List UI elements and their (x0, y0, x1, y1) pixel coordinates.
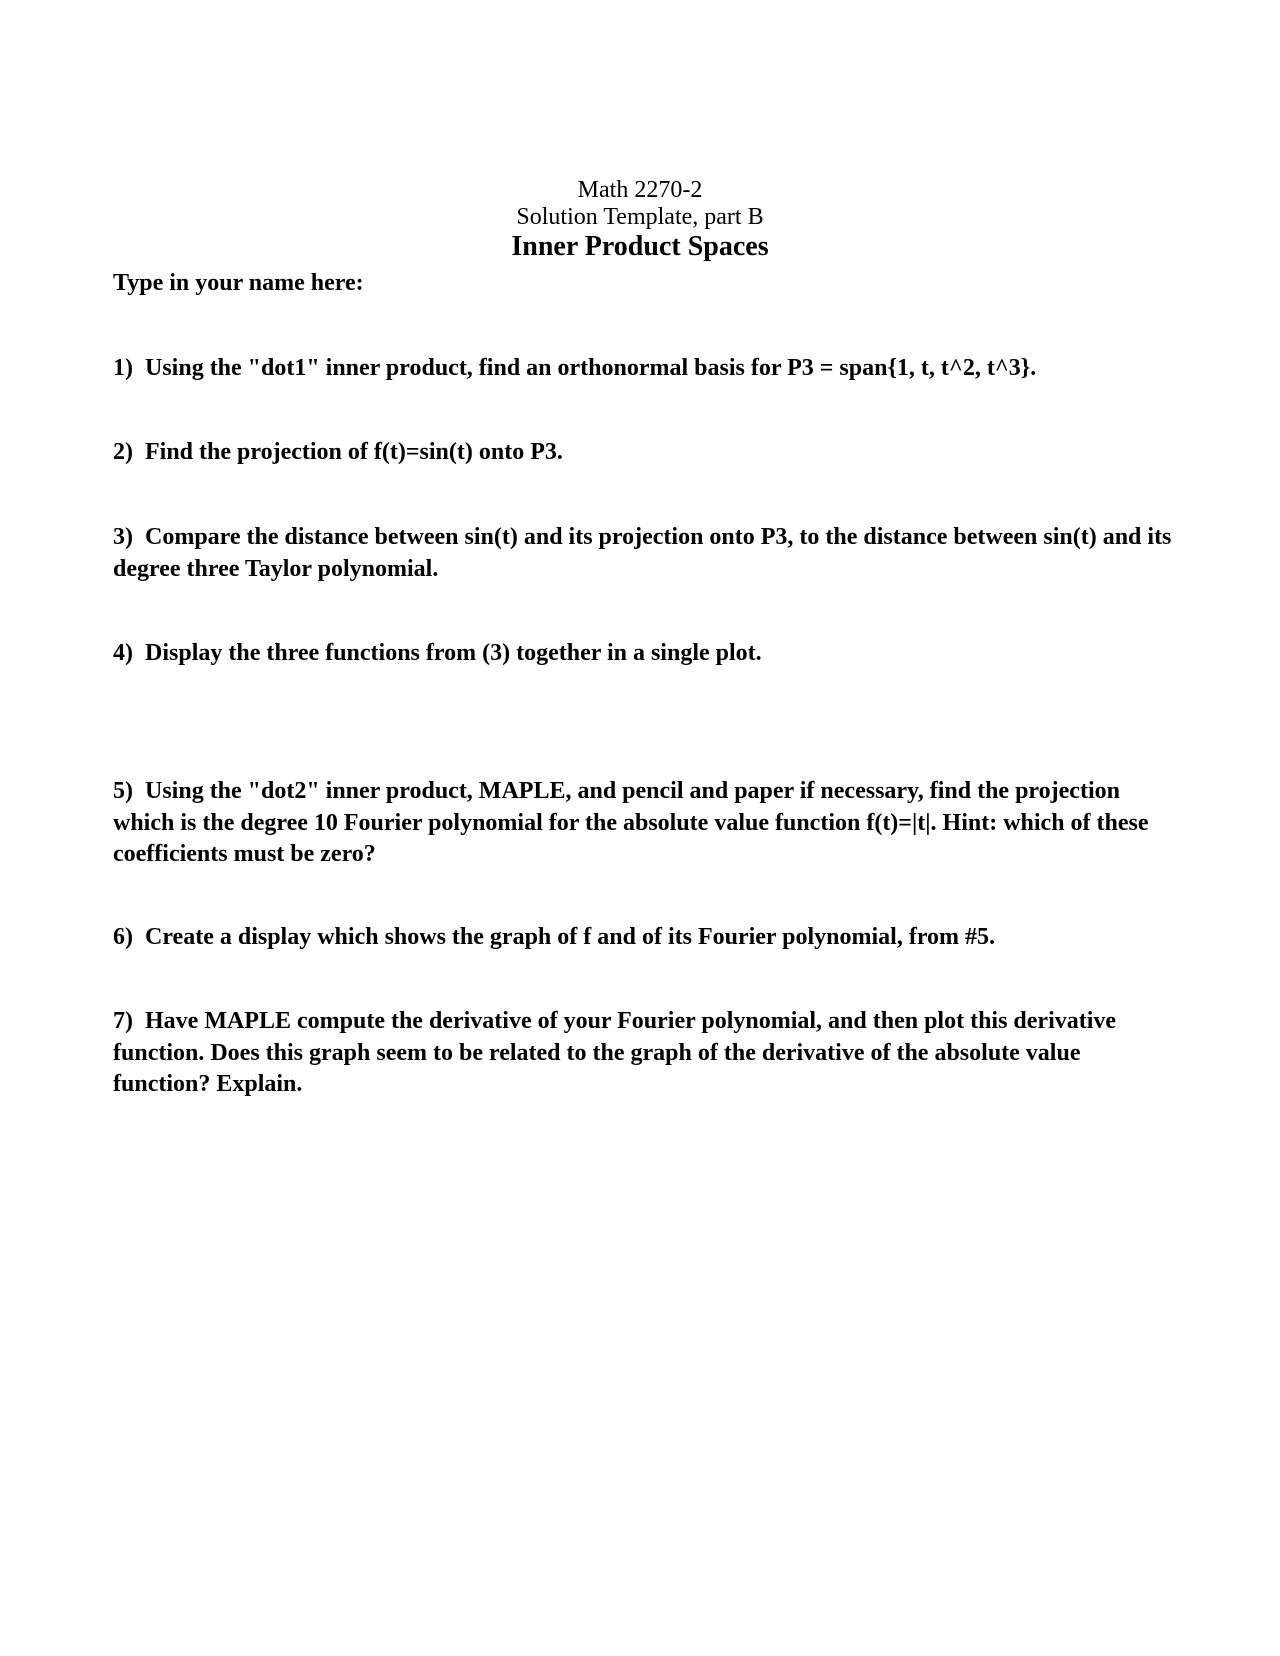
question-number: 6) (113, 924, 133, 950)
question-text: Find the projection of f(t)=sin(t) onto P3. (145, 439, 563, 465)
question-number: 3) (113, 524, 133, 550)
question-text: Create a display which shows the graph of f and of its Fourier polynomial, from #5. (145, 924, 996, 950)
question-number: 4) (113, 640, 133, 666)
question-number: 7) (113, 1008, 133, 1034)
question-3 (113, 522, 1173, 585)
course-number: Math 2270-2 (577, 177, 703, 203)
question-7 (113, 1006, 1173, 1101)
question-number: 2) (113, 439, 133, 465)
name-prompt[interactable]: Type in your name here: (113, 270, 364, 296)
page-title: Inner Product Spaces (511, 231, 769, 262)
question-5 (113, 776, 1173, 871)
question-1 (113, 353, 1173, 385)
question-2 (113, 437, 1173, 469)
question-text: Using the "dot2" inner product, MAPLE, and pencil and paper if necessary, find the projection which is the degree 10 Fourier polynomial for the absolute value function f(t)=|t|. Hint: which of these coefficients must be zero? (113, 778, 1149, 867)
document-subtitle: Solution Template, part B (516, 204, 764, 230)
question-text: Display the three functions from (3) together in a single plot. (145, 640, 762, 666)
question-4 (113, 638, 1173, 670)
question-6 (113, 922, 1173, 954)
question-number: 1) (113, 355, 133, 381)
question-text: Have MAPLE compute the derivative of your Fourier polynomial, and then plot this derivative function. Does this graph seem to be related to the graph of the derivative of the absolute value function? Explain. (113, 1008, 1117, 1097)
question-number: 5) (113, 778, 133, 804)
question-text: Using the "dot1" inner product, find an orthonormal basis for P3 = span{1, t, t^2, t^3}. (145, 355, 1037, 381)
question-text: Compare the distance between sin(t) and its projection onto P3, to the distance between sin(t) and its degree three Taylor polynomial. (113, 524, 1172, 582)
